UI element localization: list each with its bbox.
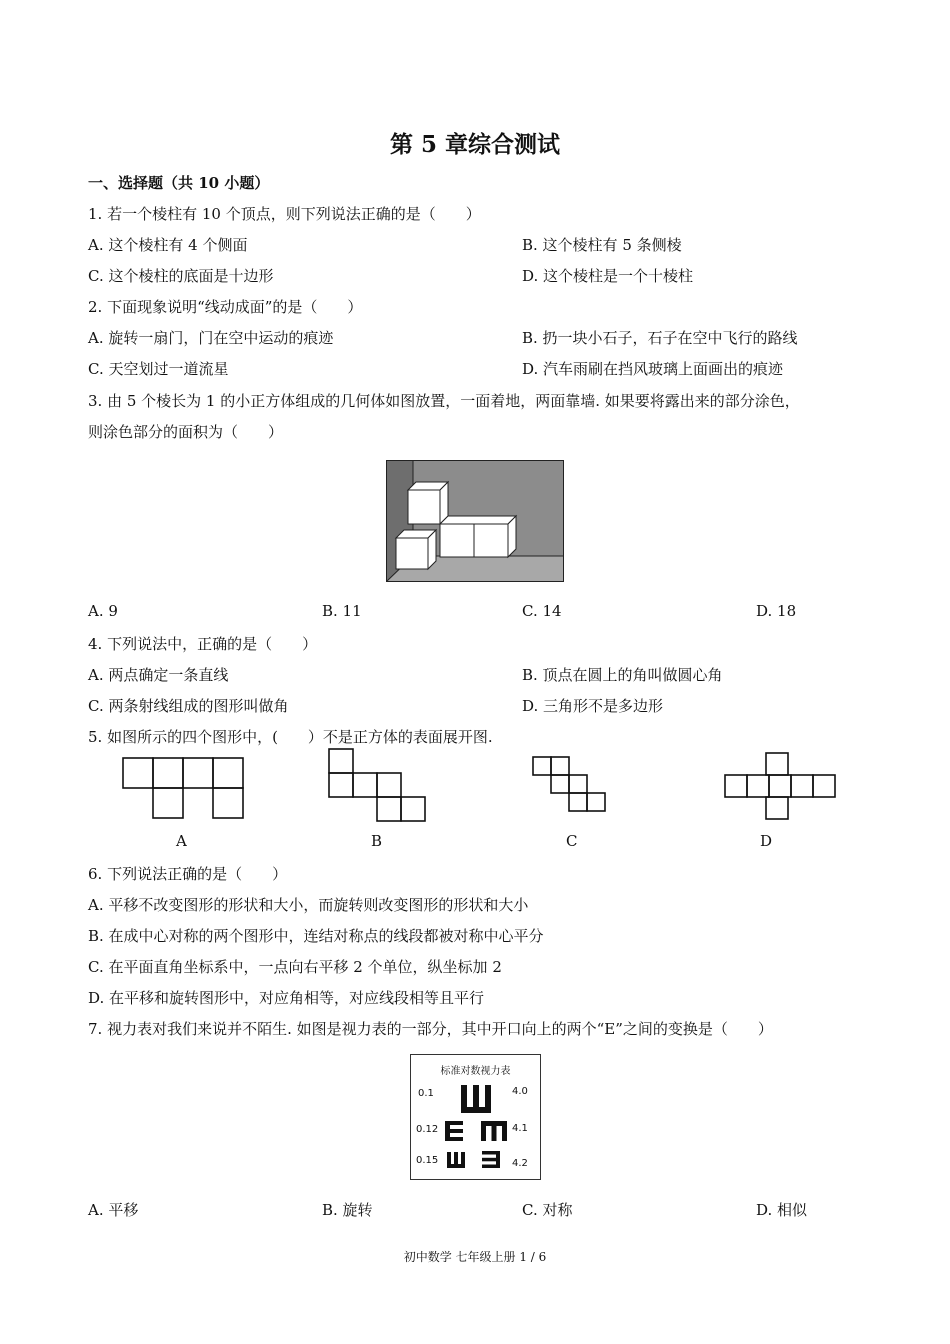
eye-chart-right-1: 4.0 <box>512 1086 528 1097</box>
net-figure-b <box>326 746 430 826</box>
q4-option-a: A. 两点确定一条直线 <box>88 666 229 684</box>
q2-stem: 2. 下面现象说明“线动成面”的是（ ） <box>88 298 363 316</box>
optotype-e-icons <box>411 1055 540 1179</box>
q4-stem: 4. 下列说法中，正确的是（ ） <box>88 635 318 653</box>
q6-stem: 6. 下列说法正确的是（ ） <box>88 865 288 883</box>
q6-option-d: D. 在平移和旋转图形中，对应角相等，对应线段相等且平行 <box>88 989 485 1007</box>
e-down-icon <box>481 1121 507 1141</box>
e-left-icon <box>482 1151 500 1168</box>
q2-option-b: B. 扔一块小石子，石子在空中飞行的路线 <box>522 329 798 347</box>
q3-option-a: A. 9 <box>88 602 118 620</box>
q6-option-c: C. 在平面直角坐标系中，一点向右平移 2 个单位，纵坐标加 2 <box>88 958 502 976</box>
q3-option-d: D. 18 <box>756 602 797 620</box>
q1-option-b: B. 这个棱柱有 5 条侧棱 <box>522 236 682 254</box>
q1-option-d: D. 这个棱柱是一个十棱柱 <box>522 267 694 285</box>
q4-option-c: C. 两条射线组成的图形叫做角 <box>88 697 289 715</box>
q4-option-d: D. 三角形不是多边形 <box>522 697 664 715</box>
eye-chart <box>410 1054 541 1180</box>
eye-chart-right-2: 4.1 <box>512 1123 528 1134</box>
q6-option-b: B. 在成中心对称的两个图形中，连结对称点的线段都被对称中心平分 <box>88 927 544 945</box>
eye-chart-left-3: 0.15 <box>416 1155 439 1166</box>
page-footer: 初中数学 七年级上册 1 / 6 <box>403 1250 547 1264</box>
section-heading: 一、选择题（共 10 小题） <box>88 174 270 192</box>
eye-chart-right-3: 4.2 <box>512 1158 528 1169</box>
q7-option-c: C. 对称 <box>522 1201 573 1219</box>
net-figure-a <box>120 755 246 821</box>
net-label-b: B <box>371 832 383 850</box>
net-label-d: D <box>760 832 773 850</box>
q7-option-a: A. 平移 <box>88 1201 139 1219</box>
q1-stem: 1. 若一个棱柱有 10 个顶点，则下列说法正确的是（ ） <box>88 205 481 223</box>
q7-option-d: D. 相似 <box>756 1201 808 1219</box>
q2-option-c: C. 天空划过一道流星 <box>88 360 229 378</box>
q5-stem: 5. 如图所示的四个图形中，( ）不是正方体的表面展开图. <box>88 728 493 746</box>
net-figure-c <box>530 754 614 824</box>
q2-option-d: D. 汽车雨刷在挡风玻璃上面画出的痕迹 <box>522 360 784 378</box>
eye-chart-left-2: 0.12 <box>416 1124 439 1135</box>
q2-option-a: A. 旋转一扇门，门在空中运动的痕迹 <box>88 329 334 347</box>
q3-option-c: C. 14 <box>522 602 562 620</box>
q1-option-a: A. 这个棱柱有 4 个侧面 <box>88 236 248 254</box>
q1-option-c: C. 这个棱柱的底面是十边形 <box>88 267 274 285</box>
net-label-c: C <box>566 832 578 850</box>
q3-stem-line2: 则涂色部分的面积为（ ） <box>88 423 284 441</box>
q3-option-b: B. 11 <box>322 602 362 620</box>
q7-stem: 7. 视力表对我们来说并不陌生. 如图是视力表的一部分，其中开口向上的两个“E”之间的变换是（ ） <box>88 1020 773 1038</box>
eye-chart-title: 标准对数视力表 <box>440 1066 511 1077</box>
q3-cube-figure <box>386 460 564 582</box>
q7-option-b: B. 旋转 <box>322 1201 373 1219</box>
q4-option-b: B. 顶点在圆上的角叫做圆心角 <box>522 666 723 684</box>
q6-option-a: A. 平移不改变图形的形状和大小，而旋转则改变图形的形状和大小 <box>88 896 529 914</box>
eye-chart-left-1: 0.1 <box>418 1088 434 1099</box>
q3-stem-line1: 3. 由 5 个棱长为 1 的小正方体组成的几何体如图放置，一面着地，两面靠墙. 如果要将露出来的部分涂色， <box>88 392 800 410</box>
e-right-icon <box>445 1121 463 1141</box>
net-figure-d <box>722 750 840 824</box>
e-up-small-icon <box>447 1152 465 1168</box>
net-label-a: A <box>176 832 187 850</box>
page-title: 第 5 章综合测试 <box>389 131 561 158</box>
